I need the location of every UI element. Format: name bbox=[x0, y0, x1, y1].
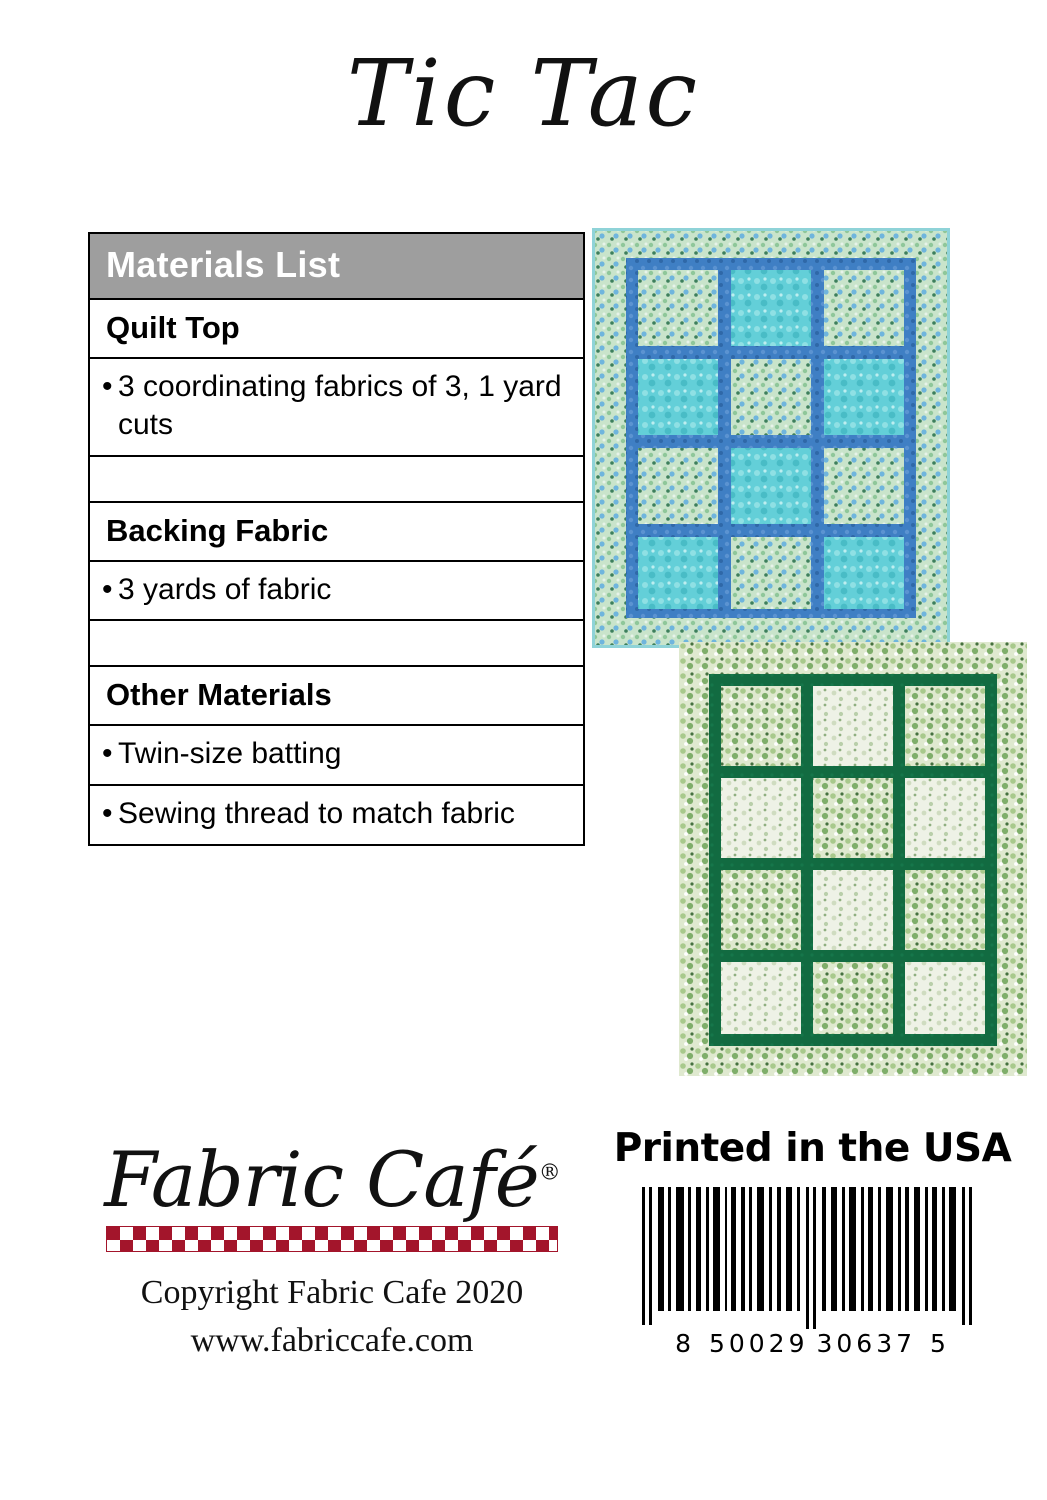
brand-logo-block bbox=[72, 1135, 592, 1364]
barcode-image bbox=[628, 1183, 998, 1333]
page-title: Tic Tac bbox=[346, 40, 701, 147]
list-item bbox=[90, 359, 583, 457]
section-heading-backing-fabric: Backing Fabric bbox=[90, 503, 583, 562]
bullet-icon: • bbox=[102, 737, 113, 771]
table-spacer-row bbox=[90, 457, 583, 503]
table-spacer-row bbox=[90, 621, 583, 667]
checkerboard-divider bbox=[106, 1226, 558, 1252]
list-item bbox=[90, 562, 583, 622]
bullet-icon: • bbox=[102, 370, 113, 403]
website-line: www.fabriccafe.com bbox=[190, 1321, 474, 1359]
brand-logo-text bbox=[104, 1135, 560, 1224]
materials-list-table bbox=[88, 232, 585, 846]
list-item-label: Twin-size batting bbox=[118, 737, 342, 771]
list-item bbox=[90, 726, 583, 786]
printed-in-usa-block bbox=[590, 1126, 1035, 1358]
registered-mark-icon: ® bbox=[538, 1160, 560, 1186]
list-item-label: 3 yards of fabric bbox=[118, 572, 332, 606]
blue-winter-quilt-photo bbox=[592, 228, 950, 648]
section-heading-other-materials: Other Materials bbox=[90, 667, 583, 726]
list-item-label: Sewing thread to match fabric bbox=[118, 797, 515, 831]
copyright-line: Copyright Fabric Cafe 2020 bbox=[140, 1273, 524, 1311]
bullet-icon: • bbox=[102, 572, 113, 606]
brand-logo-label: Fabric Café bbox=[104, 1135, 539, 1224]
green-floral-quilt-photo bbox=[679, 642, 1027, 1076]
printed-in-usa-label: Printed in the USA bbox=[613, 1126, 1012, 1171]
barcode-digits bbox=[590, 1329, 1035, 1358]
materials-list-header: Materials List bbox=[90, 234, 583, 300]
barcode-right-digit: 5 bbox=[930, 1329, 950, 1358]
list-item bbox=[90, 786, 583, 844]
barcode-group-right: 30637 bbox=[816, 1329, 917, 1358]
barcode-left-digit: 8 bbox=[675, 1329, 695, 1358]
barcode-group-left: 50029 bbox=[708, 1329, 809, 1358]
bullet-icon: • bbox=[102, 797, 113, 831]
section-heading-quilt-top: Quilt Top bbox=[90, 300, 583, 359]
barcode bbox=[590, 1183, 1035, 1333]
list-item-label: 3 coordinating fabrics of 3, 1 yard cuts bbox=[118, 370, 562, 441]
